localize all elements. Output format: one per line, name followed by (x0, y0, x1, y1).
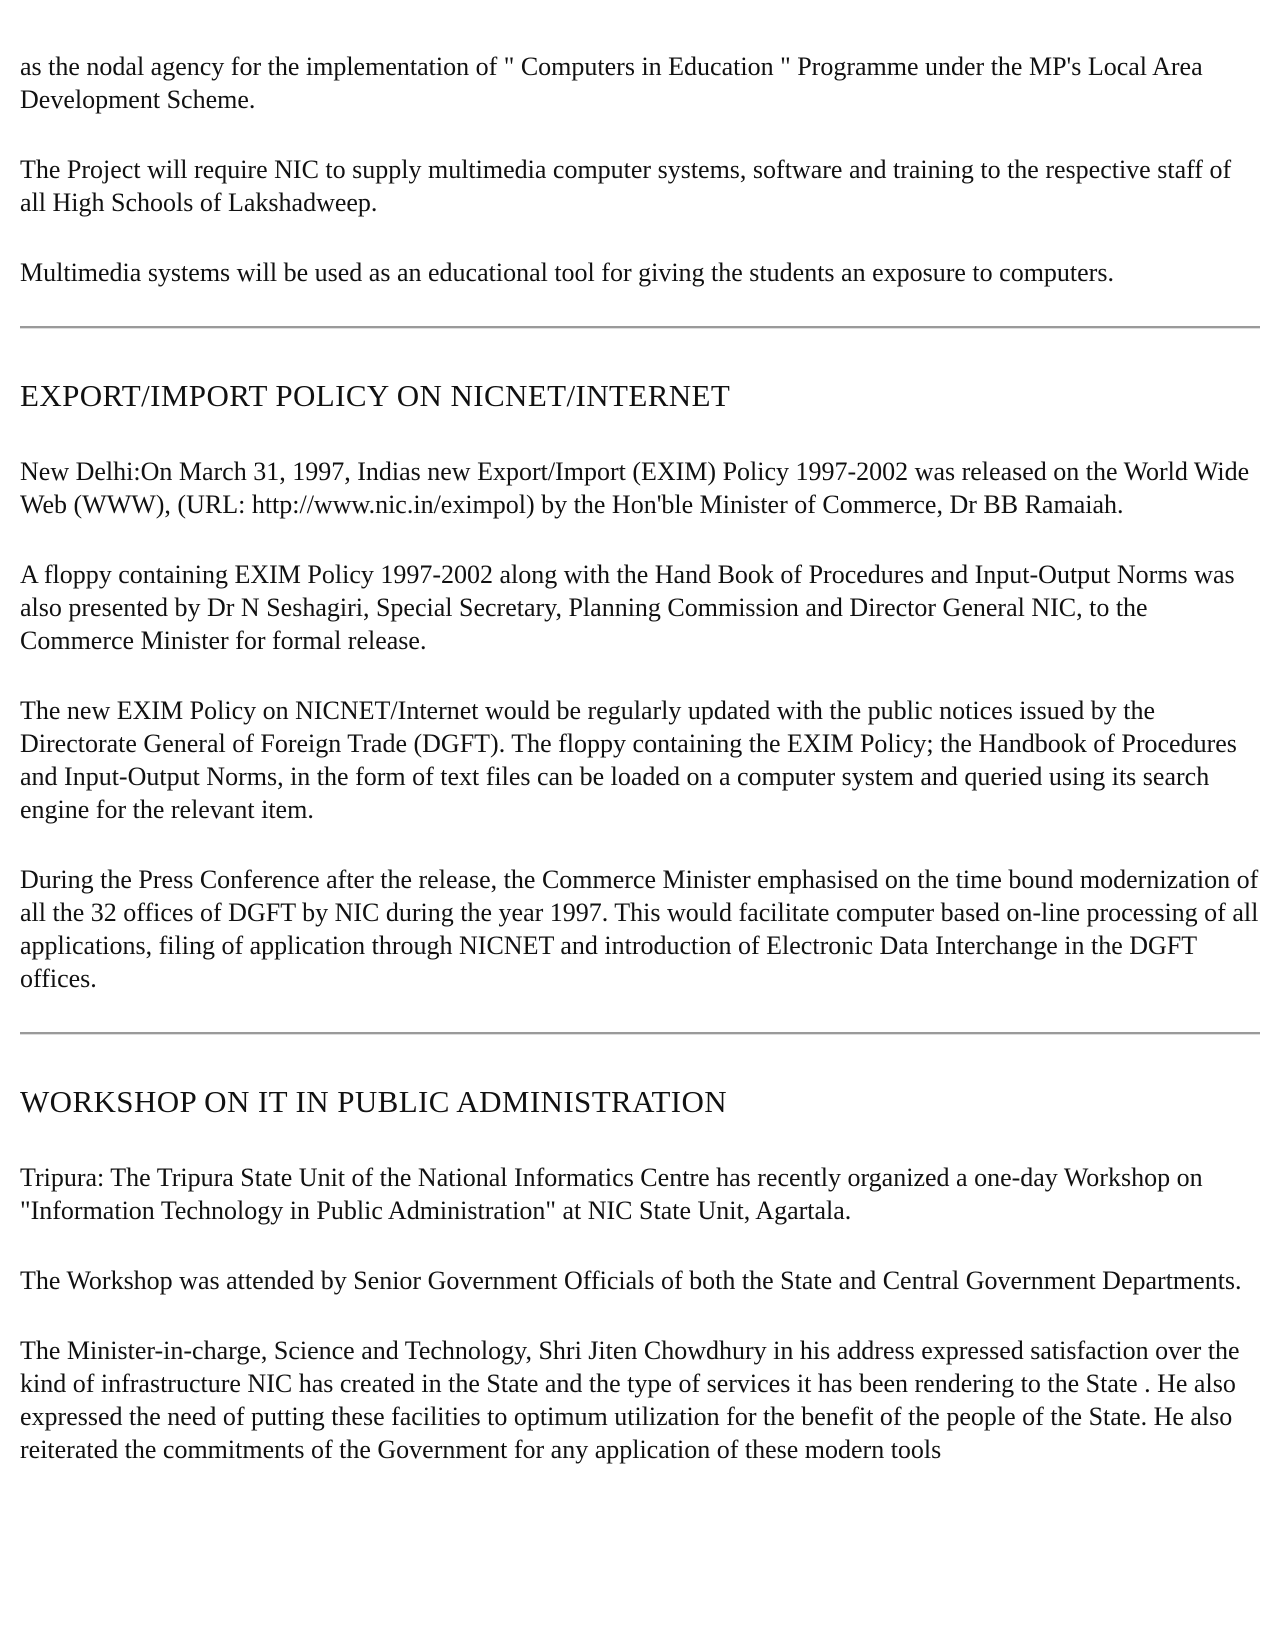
intro-section (20, 50, 1260, 289)
intro-paragraph-1: as the nodal agency for the implementation of " Computers in Education " Programme under the MP's Local Area Development Scheme. (20, 52, 1203, 114)
workshop-heading: WORKSHOP ON IT IN PUBLIC ADMINISTRATION (20, 1084, 728, 1119)
exim-section (20, 377, 1260, 995)
workshop-paragraph-2: The Workshop was attended by Senior Government Officials of both the State and Central Government Departments. (20, 1266, 1242, 1295)
workshop-paragraph-1: Tripura: The Tripura State Unit of the National Informatics Centre has recently organized a one-day Workshop on "Information Technology in Public Administration" at NIC State Unit, Agartala. (20, 1163, 1203, 1225)
exim-paragraph-4: During the Press Conference after the release, the Commerce Minister emphasised on the time bound modernization of all the 32 offices of DGFT by NIC during the year 1997. This would facilitate computer based on-line processing of all applications, filing of application through NICNET and introduction of Electronic Data Interchange in the DGFT offices. (20, 865, 1259, 993)
exim-paragraph-1: New Delhi:On March 31, 1997, Indias new Export/Import (EXIM) Policy 1997-2002 was released on the World Wide Web (WWW), (URL: http://www.nic.in/eximpol) by the Hon'ble Minister of Commerce, Dr BB Ramaiah. (20, 457, 1250, 519)
document-page (20, 50, 1260, 1503)
workshop-section (20, 1083, 1260, 1466)
workshop-paragraph-3: The Minister-in-charge, Science and Technology, Shri Jiten Chowdhury in his address expressed satisfaction over the kind of infrastructure NIC has created in the State and the type of services it has been rendering to the State . He also expressed the need of putting these facilities to optimum utilization for the benefit of the people of the State. He also reiterated the commitments of the Government for any application of these modern tools (20, 1336, 1240, 1464)
section-divider (20, 1032, 1260, 1035)
exim-paragraph-3: The new EXIM Policy on NICNET/Internet would be regularly updated with the public notices issued by the Directorate General of Foreign Trade (DGFT). The floppy containing the EXIM Policy; the Handbook of Procedures and Input-Output Norms, in the form of text files can be loaded on a computer system and queried using its search engine for the relevant item. (20, 696, 1237, 824)
intro-paragraph-3: Multimedia systems will be used as an educational tool for giving the students an exposure to computers. (20, 258, 1114, 287)
section-divider (20, 326, 1260, 329)
exim-heading: EXPORT/IMPORT POLICY ON NICNET/INTERNET (20, 378, 731, 413)
exim-paragraph-2: A floppy containing EXIM Policy 1997-2002 along with the Hand Book of Procedures and Input-Output Norms was also presented by Dr N Seshagiri, Special Secretary, Planning Commission and Director General NIC, to the Commerce Minister for formal release. (20, 560, 1235, 655)
intro-paragraph-2: The Project will require NIC to supply multimedia computer systems, software and training to the respective staff of all High Schools of Lakshadweep. (20, 155, 1232, 217)
